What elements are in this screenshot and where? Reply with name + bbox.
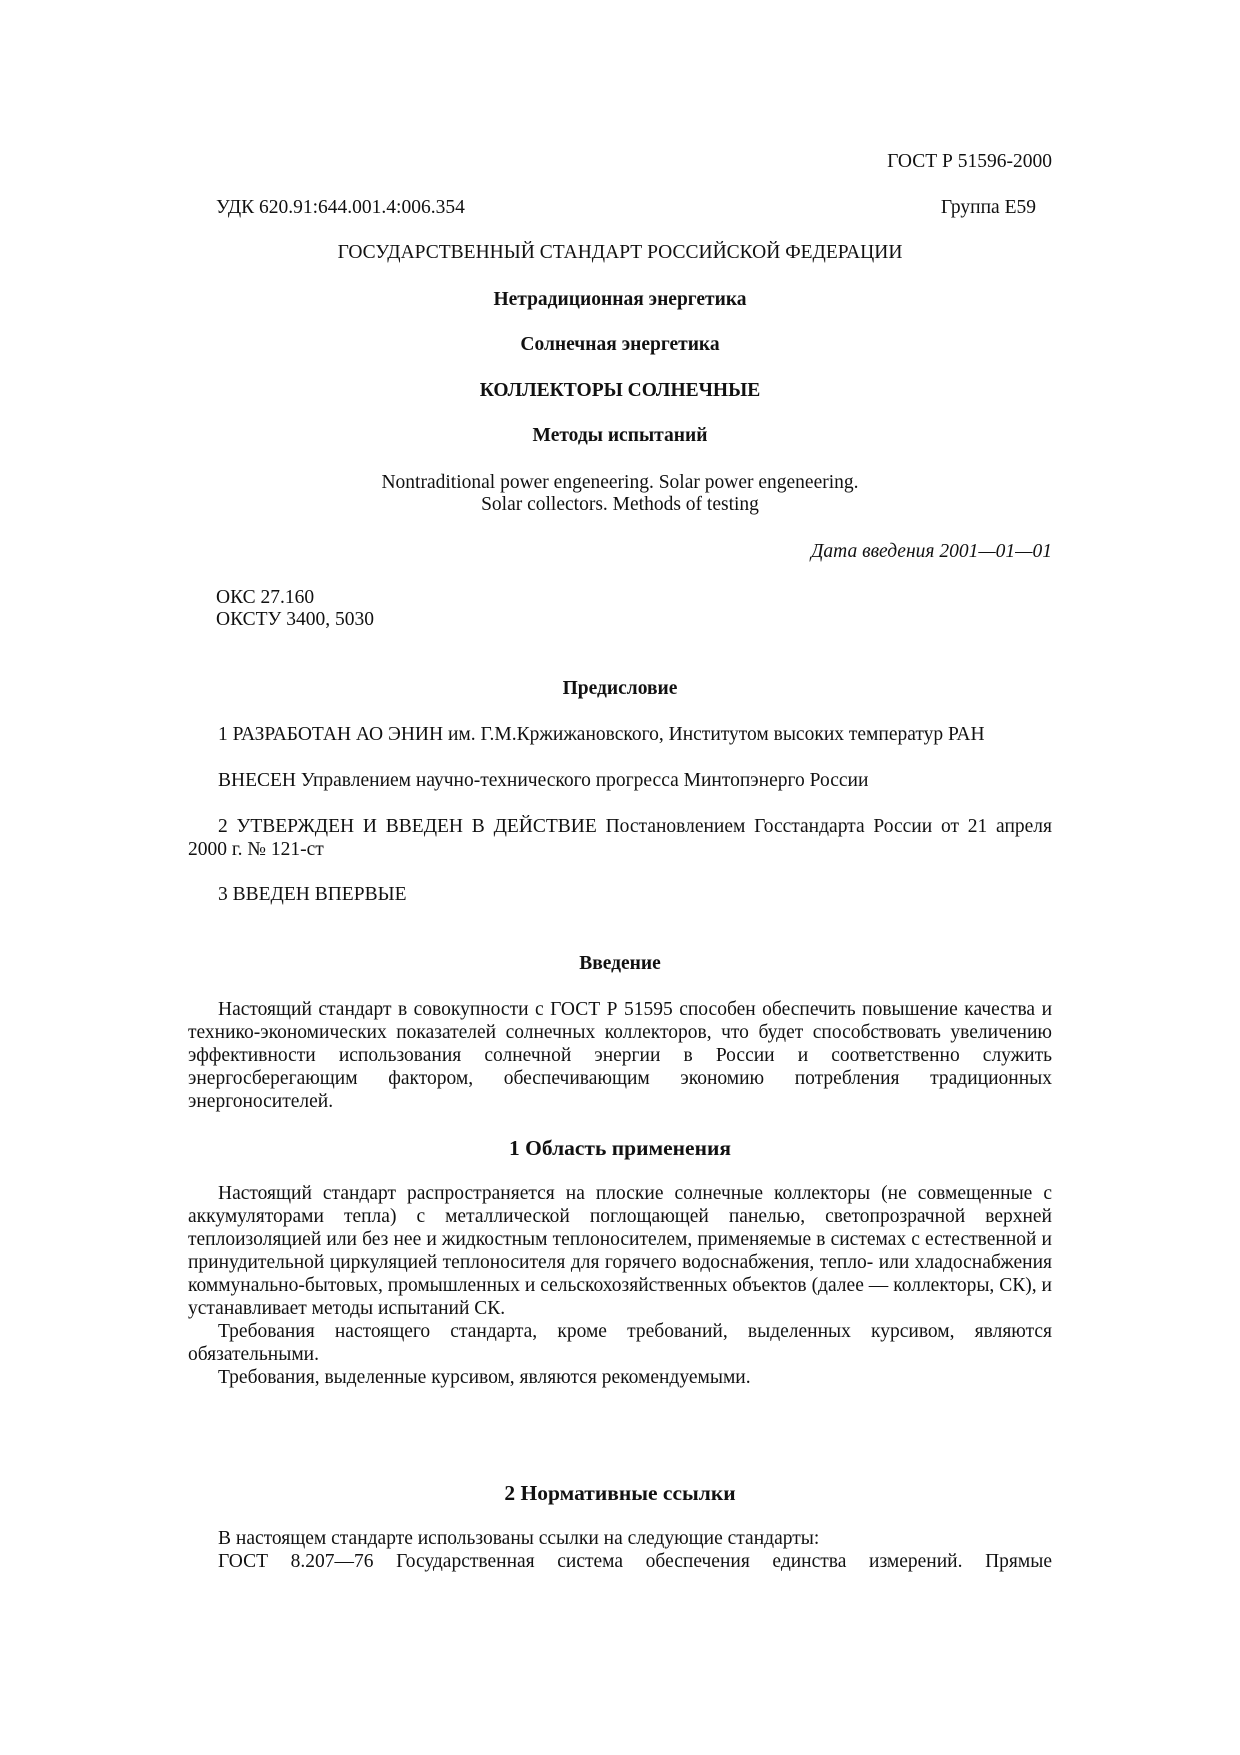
title-line-1: Нетрадиционная энергетика: [493, 289, 747, 310]
section-2-paragraph-1: В настоящем стандарте использованы ссылки на следующие стандарты:: [218, 1528, 820, 1549]
oks-code: ОКС 27.160: [216, 587, 315, 608]
english-title-line-1: Nontraditional power engeneering. Solar power engeneering.: [381, 472, 859, 493]
title-line-4: Методы испытаний: [532, 425, 708, 446]
section-1-paragraph-1: Настоящий стандарт распространяется на плоские солнечные коллекторы (не совмещенные с аккумуляторами тепла) с металлической поглощающей панелью, светопрозрачной верхней теплоизоляцией или без нее и жидкостным теплоносителем, применяемые в системах с естественной и принудительной циркуляцией теплоносителя для горячего водоснабжения, тепло- или хладоснабжения коммунально-бытовых, промышленных и сельскохозяйственных объектов (далее — коллекторы, СК), и устанавливает методы испытаний СК.: [188, 1183, 1052, 1319]
introduction-text: Настоящий стандарт в совокупности с ГОСТ Р 51595 способен обеспечить повышение качества и технико-экономических показателей солнечных коллекторов, что будет способствовать увеличению эффективности использования солнечной энергии в России и соответственно служить энергосберегающим фактором, обеспечивающим экономию потребления традиционных энергоносителей.: [188, 999, 1052, 1112]
introduction-heading: Введение: [579, 953, 661, 974]
group-code: Группа Е59: [940, 197, 1036, 218]
title-line-2: Солнечная энергетика: [520, 334, 720, 355]
section-1-paragraph-3: Требования, выделенные курсивом, являются рекомендуемыми.: [218, 1367, 751, 1388]
foreword-item-3: 3 ВВЕДЕН ВПЕРВЫЕ: [218, 884, 407, 905]
state-standard-title: ГОСУДАРСТВЕННЫЙ СТАНДАРТ РОССИЙСКОЙ ФЕДЕРАЦИИ: [337, 242, 903, 263]
english-title-line-2: Solar collectors. Methods of testing: [481, 494, 759, 515]
foreword-item-2: 2 УТВЕРЖДЕН И ВВЕДЕН В ДЕЙСТВИЕ Постановлением Госстандарта России от 21 апреля 2000 г. № 121-ст: [188, 816, 1052, 860]
foreword-heading: Предисловие: [562, 678, 678, 699]
section-2-paragraph-2: ГОСТ 8.207—76 Государственная система обеспечения единства измерений. Прямые: [218, 1551, 1052, 1572]
foreword-item-1: 1 РАЗРАБОТАН АО ЭНИН им. Г.М.Кржижановского, Институтом высоких температур РАН: [218, 724, 985, 745]
udk-code: УДК 620.91:644.001.4:006.354: [216, 197, 465, 218]
foreword-item-1b: ВНЕСЕН Управлением научно-технического прогресса Минтопэнерго России: [218, 770, 869, 791]
okstu-code: ОКСТУ 3400, 5030: [216, 609, 374, 630]
section-2-heading: 2 Нормативные ссылки: [504, 1481, 736, 1505]
title-line-3: КОЛЛЕКТОРЫ СОЛНЕЧНЫЕ: [479, 380, 761, 401]
section-1-paragraph-2: Требования настоящего стандарта, кроме требований, выделенных курсивом, являются обязательными.: [188, 1321, 1052, 1365]
introduction-date: Дата введения 2001—01—01: [811, 541, 1052, 562]
gost-number: ГОСТ Р 51596-2000: [887, 151, 1052, 172]
section-1-heading: 1 Область применения: [509, 1136, 731, 1160]
